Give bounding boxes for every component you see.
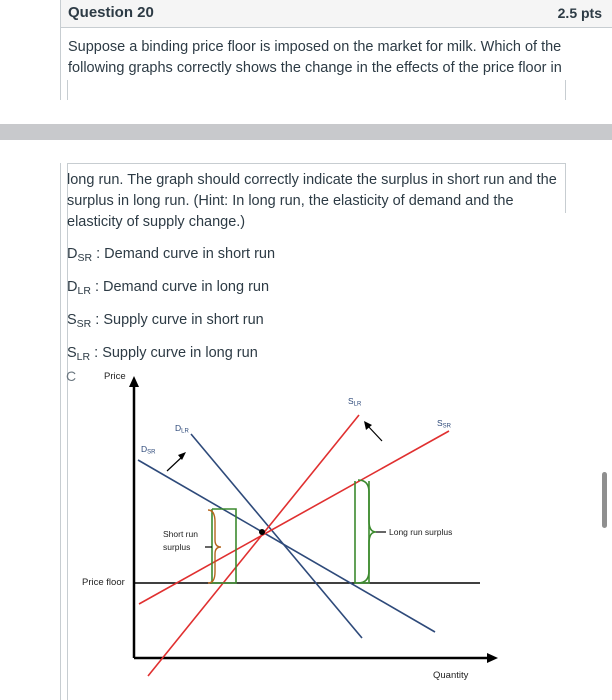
legend-slr: $S_{LR}$ : Supply curve in long run — [67, 345, 258, 363]
supply-shift-arrow — [367, 425, 382, 441]
supply-short-run-curve — [139, 431, 449, 604]
equilibrium-point — [259, 529, 265, 535]
legend-ssr: $S_{SR}$ : Supply curve in short run — [67, 312, 264, 330]
question-text-top: Suppose a binding price floor is imposed on the market for milk. Which of the following graphs correctly shows the change in the effects of the price floor in — [68, 39, 562, 76]
question-points: 2.5 pts — [557, 5, 602, 21]
s-lr-label: SLR — [348, 396, 362, 408]
demand-long-run-curve — [191, 434, 362, 638]
long-run-brace — [358, 480, 376, 583]
price-floor-label: Price floor — [82, 577, 125, 588]
y-axis-label: Price — [104, 371, 126, 382]
long-run-surplus-bracket — [355, 481, 369, 583]
legend-dlr: $D_{LR}$ : Demand curve in long run — [67, 279, 270, 297]
x-axis-label: Quantity — [433, 670, 469, 681]
scrollbar[interactable] — [602, 472, 607, 528]
answer-option-letter[interactable]: C — [66, 368, 77, 384]
short-run-surplus-label-line2: surplus — [163, 542, 191, 552]
d-lr-label: DLR — [175, 423, 189, 435]
long-run-surplus-label: Long run surplus — [389, 527, 453, 537]
s-sr-label: SSR — [437, 418, 452, 430]
x-axis-arrow — [487, 653, 498, 663]
question-text-bottom: long run. The graph should correctly indicate the surplus in short run and the surplus in long run. (Hint: In long run, the elasticity of demand and the elasticity of supply change.) — [67, 172, 557, 230]
short-run-surplus-label-line1: Short run — [163, 529, 198, 539]
y-axis-arrow — [129, 376, 139, 387]
d-sr-label: DSR — [141, 444, 156, 456]
question-title: Question 20 — [68, 4, 154, 21]
legend-dsr: $D_{SR}$ : Demand curve in short run — [67, 246, 276, 264]
